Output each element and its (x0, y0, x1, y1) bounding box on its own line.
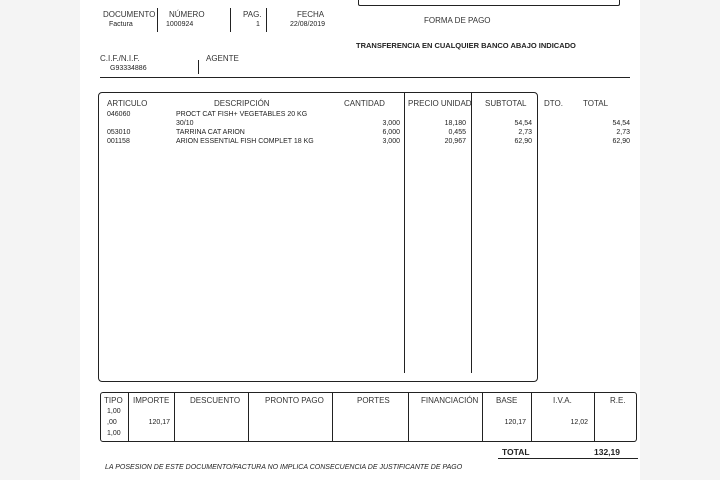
divider (266, 8, 267, 32)
row-articulo: 046060 (107, 111, 131, 118)
tipo-value: ,00 (107, 419, 117, 426)
col-portes: PORTES (357, 396, 390, 405)
pag-value: 1 (256, 21, 260, 28)
column-divider (404, 93, 405, 373)
col-total: TOTAL (583, 99, 609, 108)
row-cantidad: 3,000 (382, 120, 400, 127)
col-cantidad: CANTIDAD (344, 99, 385, 108)
documento-value: Factura (109, 21, 133, 28)
column-divider (531, 393, 532, 441)
agente-label: AGENTE (206, 54, 239, 63)
col-pronto-pago: PRONTO PAGO (265, 396, 324, 405)
numero-value: 1000924 (166, 21, 194, 28)
base-value: 120,17 (504, 419, 526, 426)
column-divider (128, 393, 129, 441)
col-precio: PRECIO UNIDAD (408, 99, 472, 108)
row-subtotal: 54,54 (514, 120, 532, 127)
col-descripcion: DESCRIPCIÓN (214, 99, 270, 108)
col-subtotal: SUBTOTAL (485, 99, 527, 108)
importe-value: 120,17 (148, 419, 170, 426)
row-descripcion: TARRINA CAT ARION (176, 129, 245, 136)
header-rule (100, 77, 630, 78)
row-subtotal: 2,73 (518, 129, 532, 136)
col-articulo: ARTICULO (107, 99, 148, 108)
col-financiacion: FINANCIACIÓN (421, 396, 479, 405)
iva-value: 12,02 (570, 419, 588, 426)
row-total: 2,73 (616, 129, 630, 136)
row-articulo: 053010 (107, 129, 131, 136)
col-iva: I.V.A. (553, 396, 572, 405)
row-cantidad: 3,000 (382, 138, 400, 145)
fecha-value: 22/08/2019 (290, 21, 326, 28)
column-divider (594, 393, 595, 441)
column-divider (482, 393, 483, 441)
col-dto: DTO. (544, 99, 563, 108)
pag-label: PAG. (243, 10, 262, 19)
divider (230, 8, 231, 32)
top-box (358, 0, 620, 6)
row-cantidad: 6,000 (382, 129, 400, 136)
row-total: 62,90 (612, 138, 630, 145)
row-subtotal: 62,90 (514, 138, 532, 145)
row-descripcion: ARION ESSENTIAL FISH COMPLET 18 KG (176, 138, 314, 145)
column-divider (174, 393, 175, 441)
row-descripcion: PROCT CAT FISH+ VEGETABLES 20 KG (176, 111, 308, 118)
col-descuento: DESCUENTO (190, 396, 241, 405)
col-importe: IMPORTE (133, 396, 170, 405)
divider (198, 60, 199, 74)
numero-label: NÚMERO (169, 10, 205, 19)
row-precio: 18,180 (444, 120, 466, 127)
divider (157, 8, 158, 32)
lines-table (98, 92, 538, 382)
row-articulo: 001158 (107, 138, 130, 145)
cif-label: C.I.F./N.I.F. (100, 54, 140, 63)
documento-label: DOCUMENTO (103, 10, 156, 19)
total-rule (498, 458, 638, 459)
col-tipo: TIPO (104, 396, 123, 405)
column-divider (471, 93, 472, 373)
fecha-label: FECHA (297, 10, 325, 19)
tipo-value: 1,00 (107, 430, 121, 437)
col-base: BASE (496, 396, 518, 405)
total-label: TOTAL (502, 447, 530, 457)
col-re: R.E. (610, 396, 626, 405)
total-value: 132,19 (594, 447, 620, 457)
footer-disclaimer: LA POSESION DE ESTE DOCUMENTO/FACTURA NO IMPLICA CONSECUENCIA DE JUSTIFICANTE DE PAGO (105, 464, 463, 471)
row-precio: 20,967 (444, 138, 466, 145)
row-descripcion-2: 30/10 (176, 120, 194, 127)
cif-value: G93334886 (110, 65, 147, 72)
column-divider (332, 393, 333, 441)
forma-pago-label: FORMA DE PAGO (424, 16, 491, 25)
invoice-sheet (80, 0, 640, 480)
forma-pago-value: TRANSFERENCIA EN CUALQUIER BANCO ABAJO INDICADO (356, 41, 576, 50)
row-precio: 0,455 (448, 129, 466, 136)
column-divider (248, 393, 249, 441)
row-total: 54,54 (612, 120, 630, 127)
column-divider (408, 393, 409, 441)
tipo-value: 1,00 (107, 408, 121, 415)
